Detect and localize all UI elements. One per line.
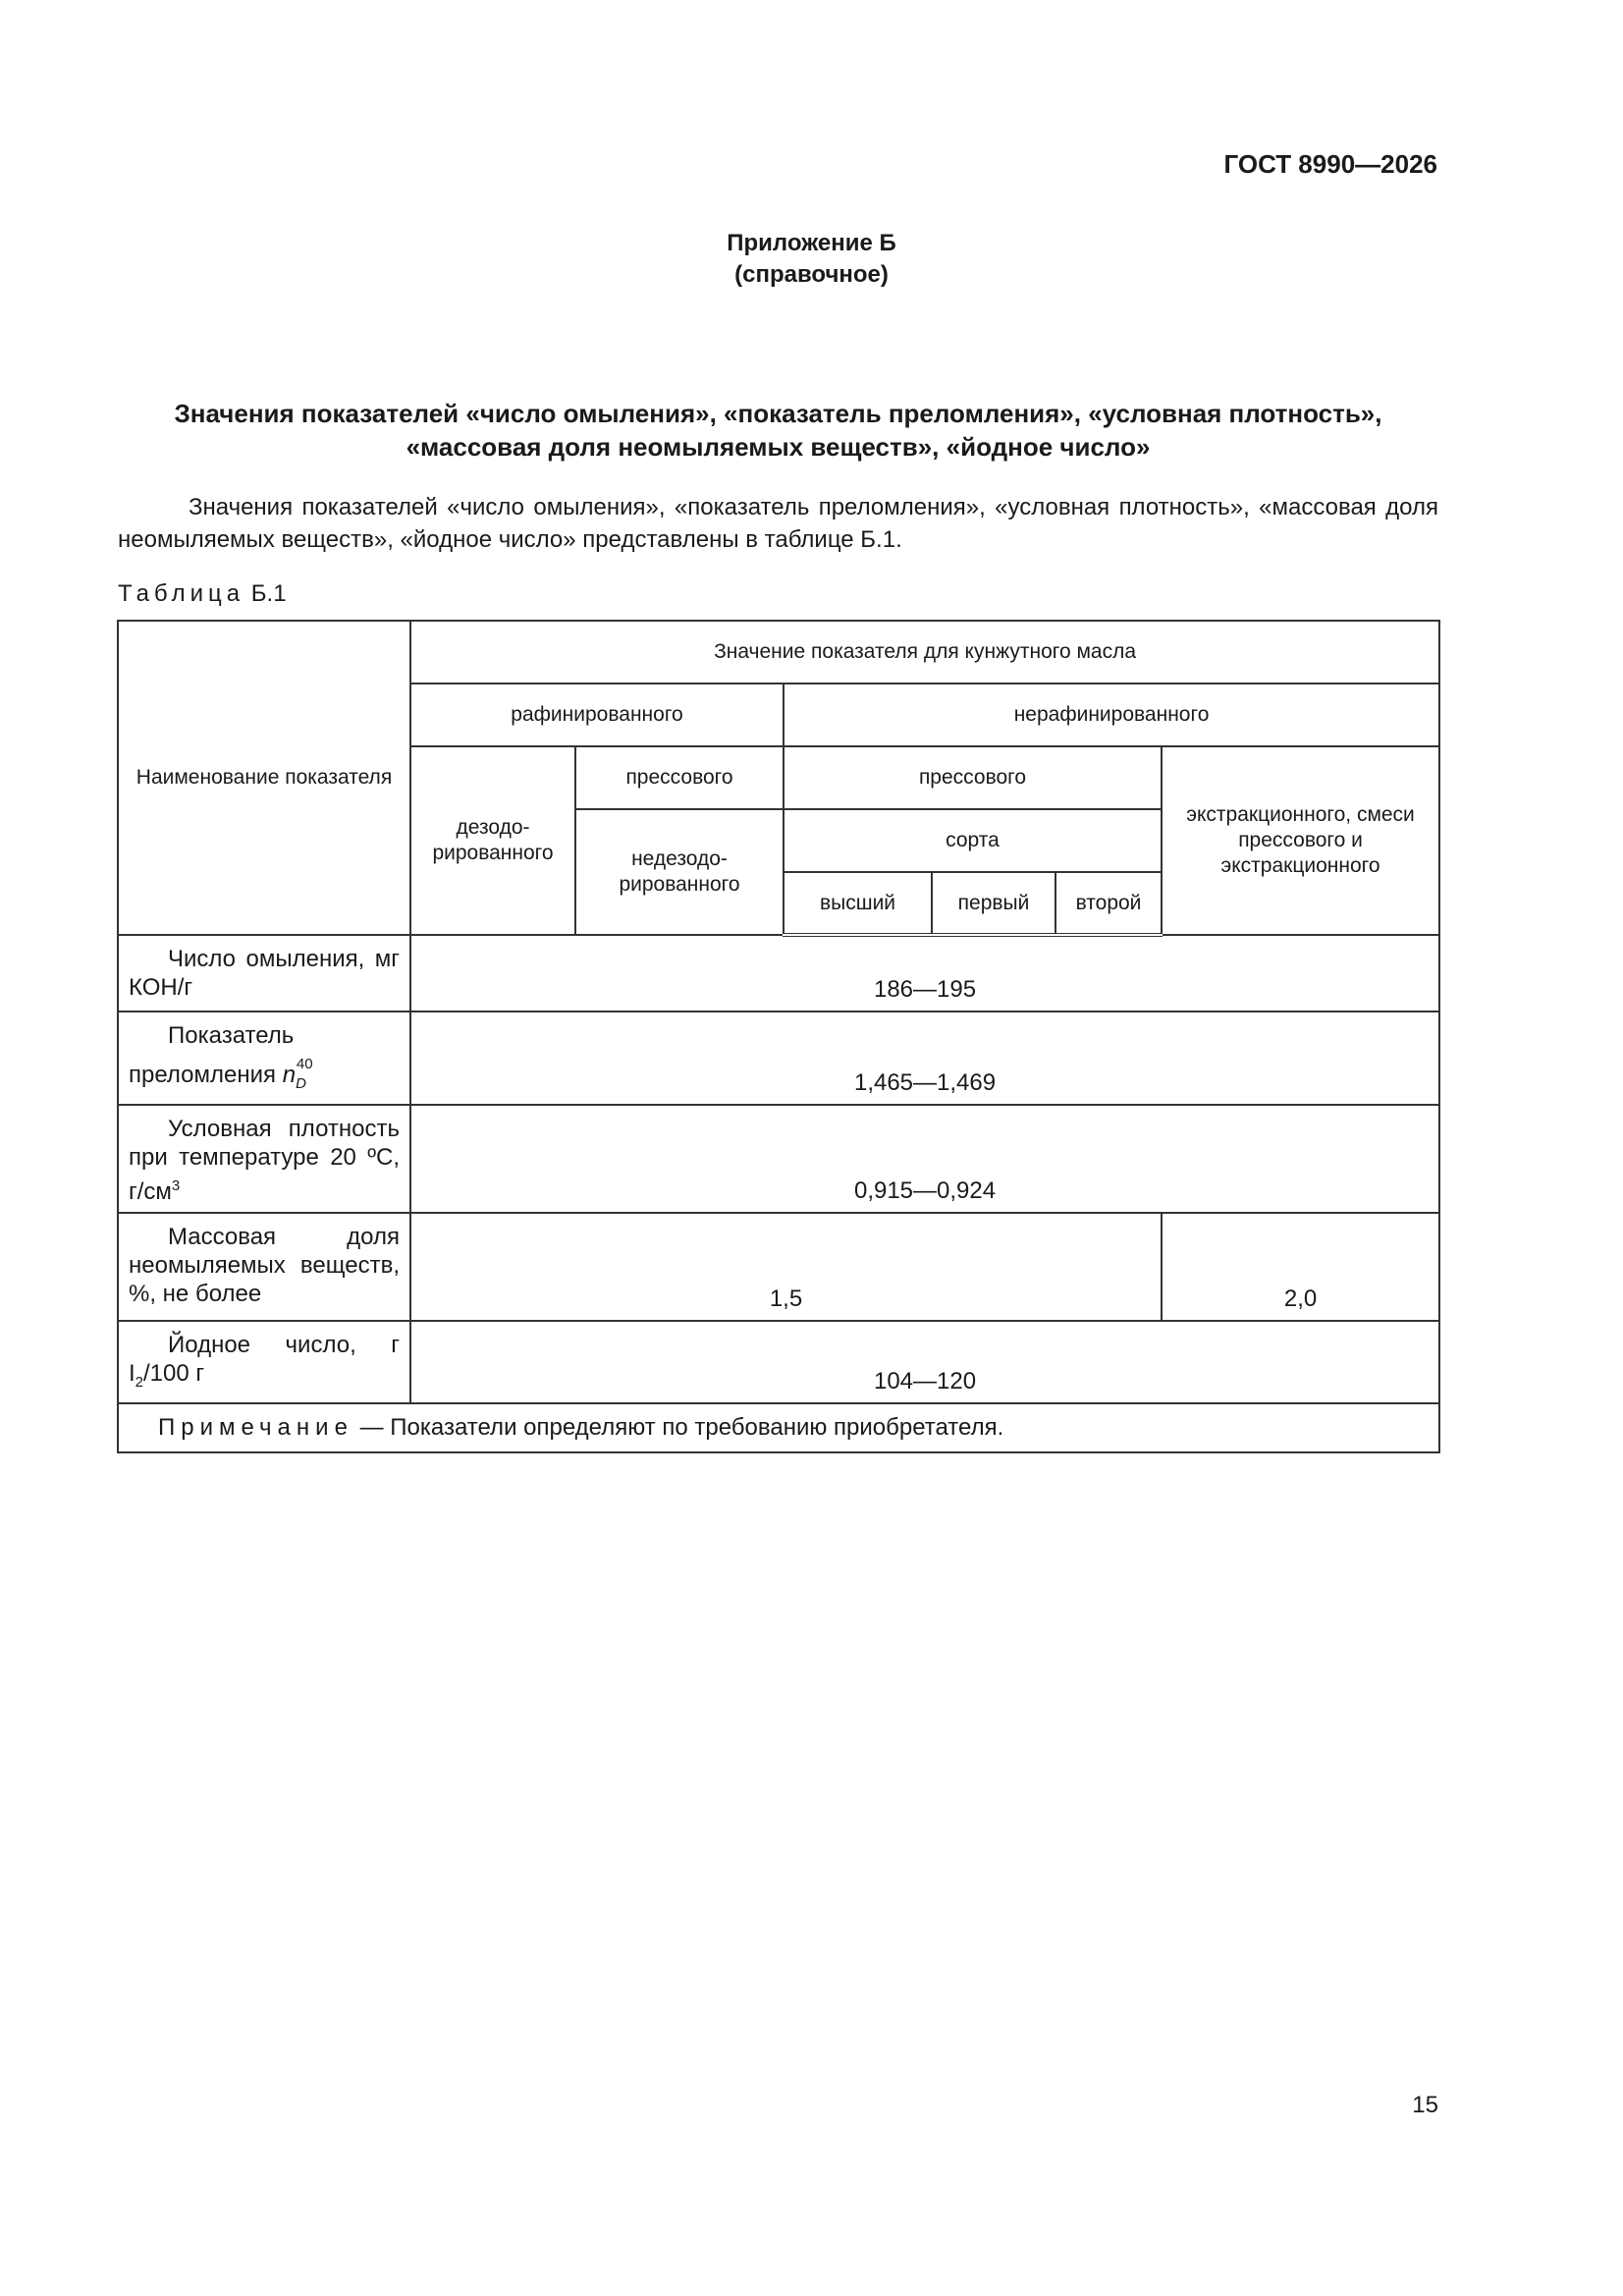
table-note (118, 1403, 1439, 1452)
appendix-title-block (0, 228, 1623, 291)
note-label: Примечание (158, 1414, 353, 1442)
note-text: — Показатели определяют по требованию приобретателя. (352, 1414, 1004, 1442)
table-note-row (118, 1403, 1439, 1452)
appendix-title: Приложение Б (727, 230, 896, 256)
row-value-saponification: 186—195 (410, 935, 1439, 1011)
row-name-unsaponifiable: Массовая доля неомыляемых веществ, %, не более (118, 1213, 410, 1321)
data-table (117, 620, 1440, 1453)
header-grade-first: первый (932, 872, 1055, 935)
header-grade-second: второй (1055, 872, 1162, 935)
table-caption (118, 580, 287, 608)
section-heading-line-2: «массовая доля неомыляемых веществ», «йодное число» (406, 432, 1151, 462)
row-value-refraction: 1,465—1,469 (410, 1011, 1439, 1105)
table-caption-number: Б.1 (250, 580, 287, 607)
table-row (118, 935, 1439, 1011)
header-grade: сорта (784, 809, 1162, 872)
intro-paragraph: Значения показателей «число омыления», «показатель преломления», «условная плотность», «массовая доля неомыляемых веществ», «йодное число» представлены в таблице Б.1. (118, 494, 1438, 553)
table-row (118, 1213, 1439, 1321)
row-name-saponification: Число омыления, мг КОН/г (118, 935, 410, 1011)
table-caption-label: Таблица (118, 580, 245, 607)
header-refined: рафинированного (410, 683, 784, 746)
row-name-refraction: Показатель преломления $n_D^{40}$ (118, 1011, 410, 1105)
table-row (118, 1321, 1439, 1403)
row-value-unsaponifiable-b: 2,0 (1162, 1213, 1439, 1321)
row-value-density: 0,915—0,924 (410, 1105, 1439, 1213)
header-indicator-name: Наименование показателя (118, 621, 410, 935)
section-heading-line-1: Значения показателей «число омыления», «показатель преломления», «условная плотность», (174, 399, 1382, 428)
table-row (118, 1011, 1439, 1105)
document-code: ГОСТ 8990—2026 (1223, 149, 1437, 179)
header-pressed-unrefined: прессового (784, 746, 1162, 809)
row-value-iodine: 104—120 (410, 1321, 1439, 1403)
header-non-deodorized: недезодо-рированного (575, 809, 784, 935)
row-name-iodine: Йодное число, г $I_2/100$ г (118, 1321, 410, 1403)
header-deodorized: дезодо-рированного (410, 746, 575, 935)
header-extraction: экстракционного, смеси прессового и экстракционного (1162, 746, 1439, 935)
header-unrefined: нерафинированного (784, 683, 1439, 746)
row-value-unsaponifiable-a: 1,5 (410, 1213, 1162, 1321)
row-name-density: Условная плотность при температуре 20 ºС, $г/см^3$ (118, 1105, 410, 1213)
table-row (118, 1105, 1439, 1213)
header-pressed-refined: прессового (575, 746, 784, 809)
header-value-group: Значение показателя для кунжутного масла (410, 621, 1439, 683)
section-heading (118, 397, 1438, 464)
appendix-type: (справочное) (734, 261, 889, 288)
page-number: 15 (1412, 2092, 1438, 2118)
header-grade-highest: высший (784, 872, 932, 935)
